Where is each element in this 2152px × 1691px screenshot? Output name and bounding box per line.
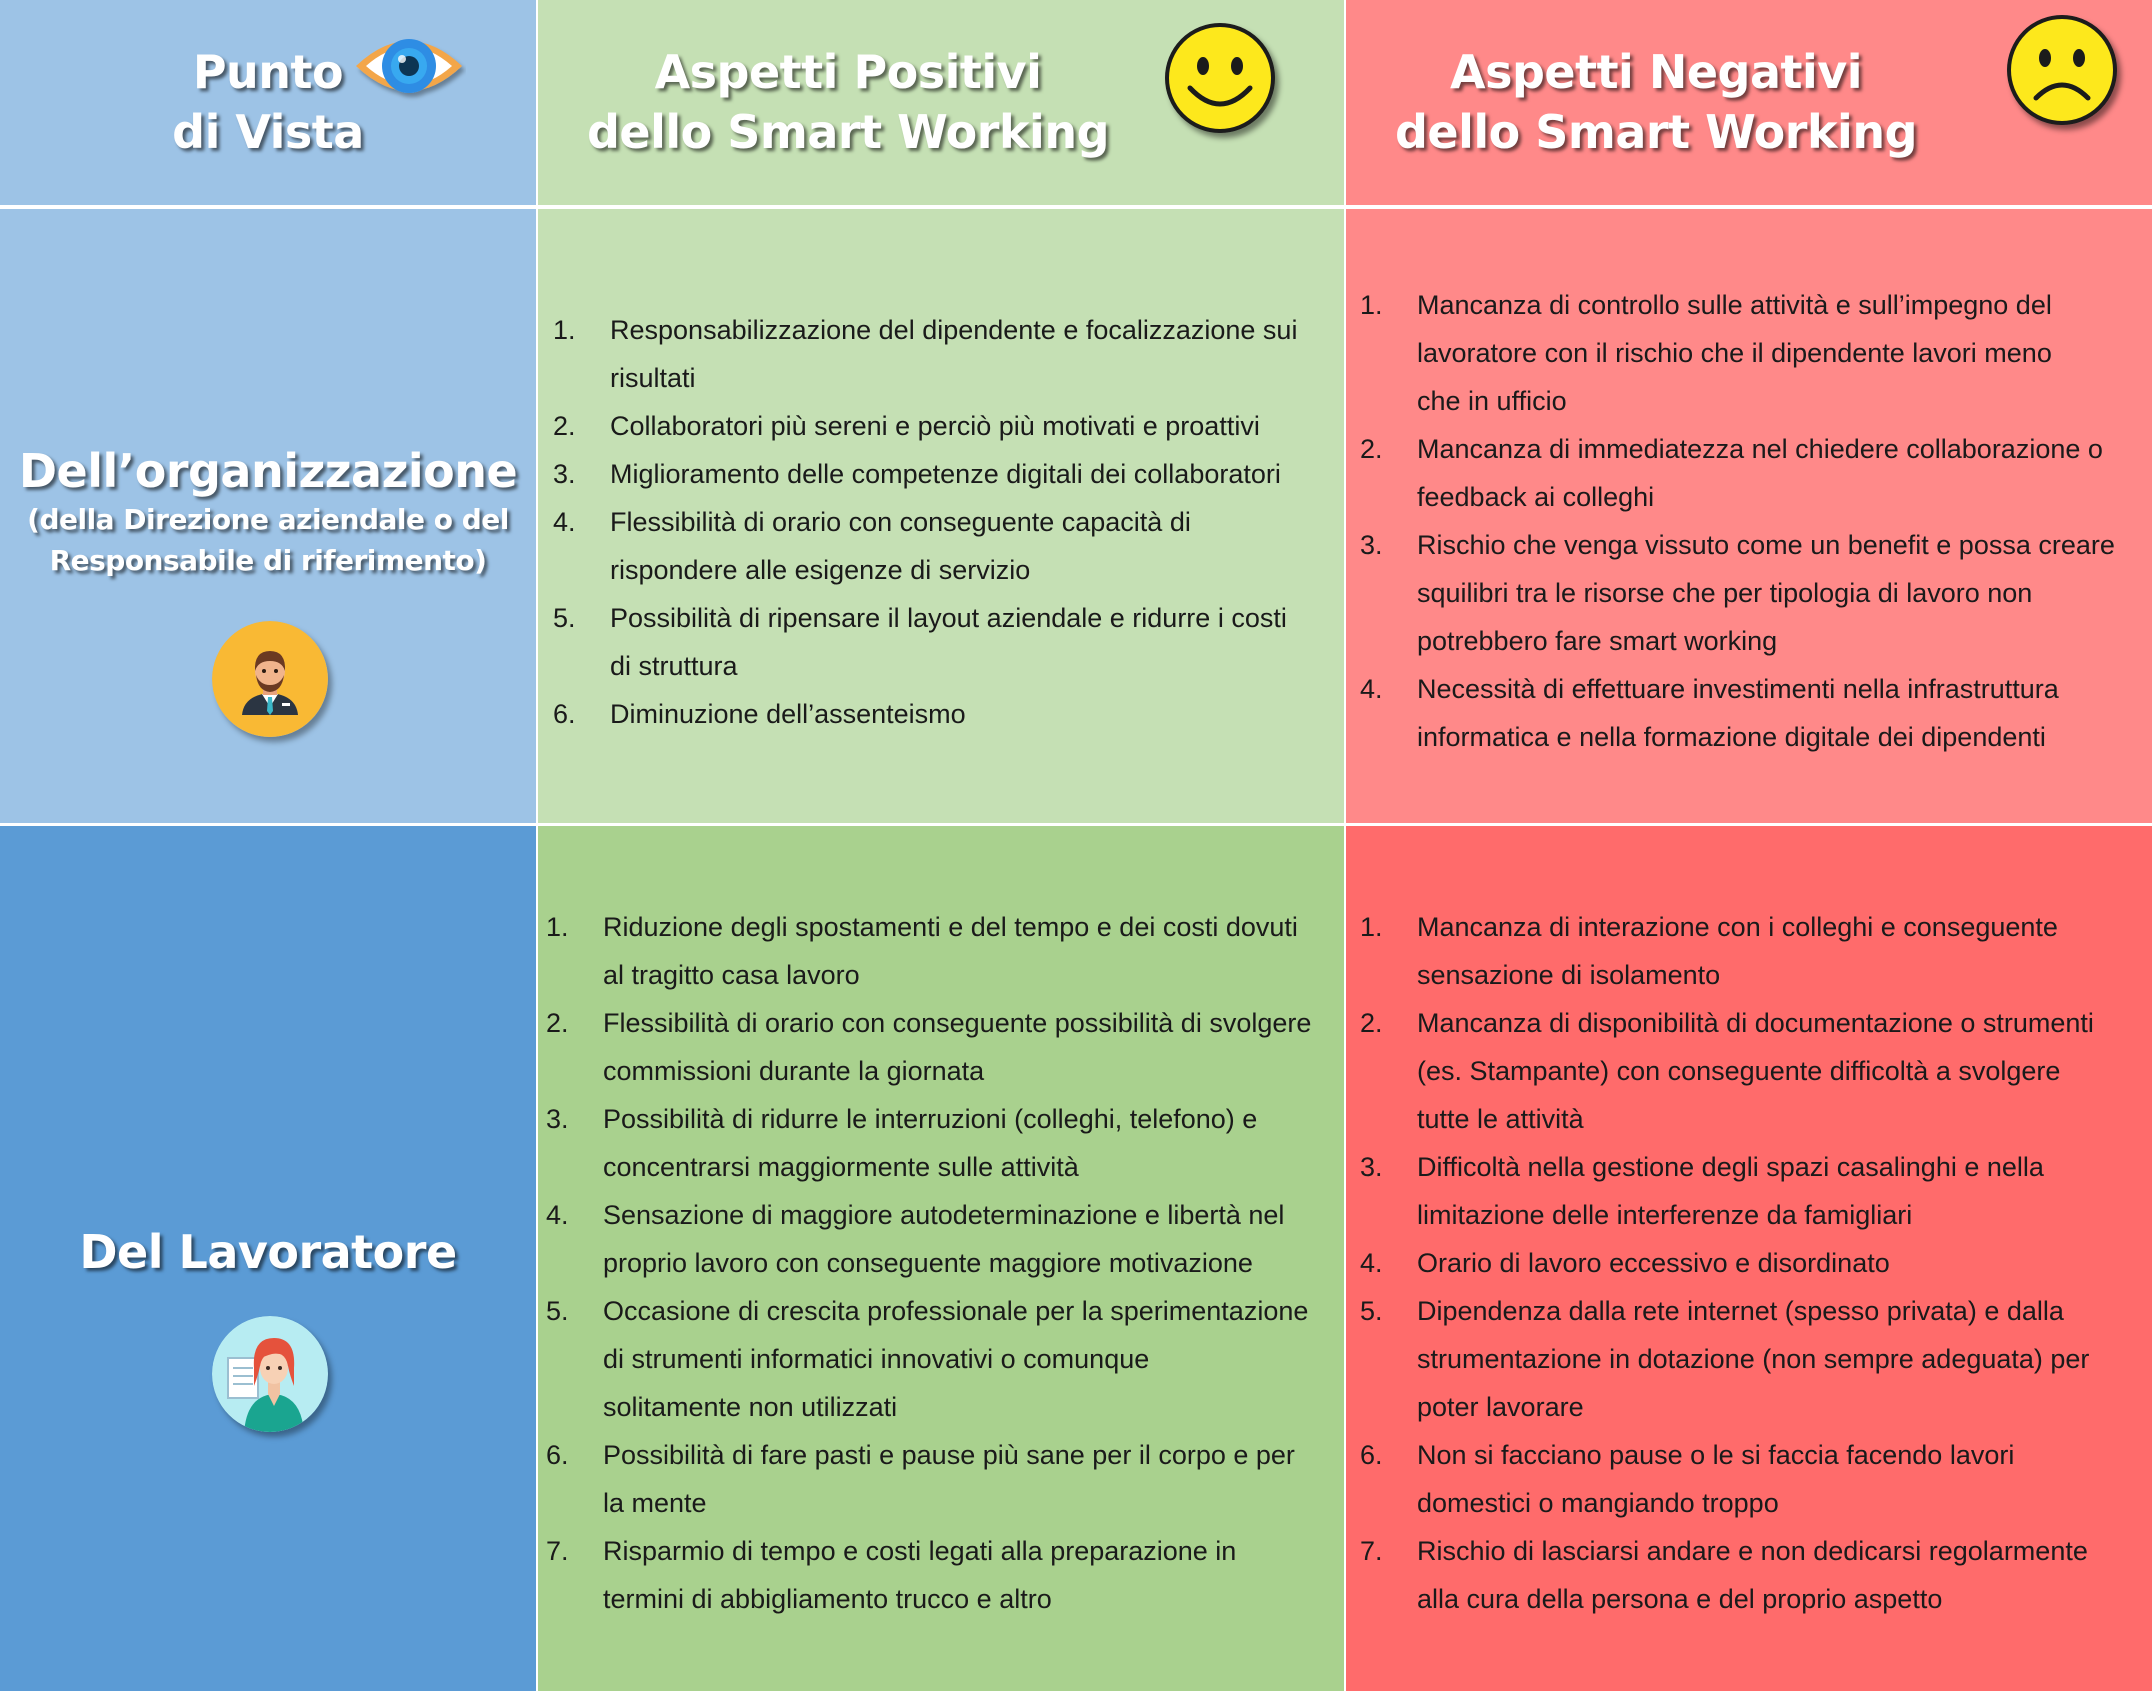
list-item-text: alla cura della persona e del proprio aspetto xyxy=(1417,1584,1943,1614)
list-item-number: 3. xyxy=(1360,530,1383,560)
list-item-number: 4. xyxy=(1360,674,1383,704)
list-item-number: 1. xyxy=(1360,912,1383,942)
list-item-text: la mente xyxy=(603,1488,707,1518)
list-item-text: limitazione delle interferenze da famigliari xyxy=(1417,1200,1913,1230)
header-positive-line1: Aspetti Positivi xyxy=(654,45,1042,99)
list-item-text: Orario di lavoro eccessivo e disordinato xyxy=(1417,1248,1890,1278)
list-item-number: 6. xyxy=(553,699,576,729)
worker-title-main: Del Lavoratore xyxy=(79,1225,457,1279)
list-item-text: tutte le attività xyxy=(1417,1104,1584,1134)
list-item-text: Sensazione di maggiore autodeterminazione e libertà nel xyxy=(603,1200,1285,1230)
list-item-number: 3. xyxy=(553,459,576,489)
list-item-number: 2. xyxy=(546,1008,569,1038)
list-item-number: 6. xyxy=(1360,1440,1383,1470)
list-item-text: proprio lavoro con conseguente maggiore motivazione xyxy=(603,1248,1253,1278)
list-item-text: Possibilità di fare pasti e pause più sane per il corpo e per xyxy=(603,1440,1295,1470)
list-item-text: Risparmio di tempo e costi legati alla preparazione in xyxy=(603,1536,1237,1566)
list-item-number: 2. xyxy=(553,411,576,441)
list-item-text: solitamente non utilizzati xyxy=(603,1392,898,1422)
header-positive-cell xyxy=(538,0,1344,205)
list-item-number: 1. xyxy=(1360,290,1383,320)
worker-positive-cell xyxy=(538,826,1344,1691)
list-item xyxy=(553,450,1343,498)
list-item xyxy=(546,1431,1342,1527)
list-item xyxy=(1360,1287,2150,1431)
list-item xyxy=(546,1095,1342,1191)
list-item-text: (es. Stampante) con conseguente difficoltà a svolgere xyxy=(1417,1056,2061,1086)
list-item-text: di strumenti informatici innovativi o comunque xyxy=(603,1344,1150,1374)
worker-positive-list xyxy=(546,903,1342,1623)
list-item xyxy=(1360,1431,2150,1527)
list-item-text: rispondere alle esigenze di servizio xyxy=(610,555,1031,585)
list-item-text: termini di abbigliamento trucco e altro xyxy=(603,1584,1052,1614)
list-item xyxy=(1360,999,2150,1143)
organization-viewpoint-cell xyxy=(0,209,536,823)
list-item-number: 4. xyxy=(553,507,576,537)
list-item xyxy=(546,903,1342,999)
organization-subtitle-line1: (della Direzione aziendale o del xyxy=(27,503,509,536)
organization-positive-list xyxy=(553,306,1343,738)
list-item xyxy=(1360,903,2150,999)
list-item-text: Possibilità di ridurre le interruzioni (colleghi, telefono) e xyxy=(603,1104,1258,1134)
list-item-number: 7. xyxy=(1360,1536,1383,1566)
organization-negative-list xyxy=(1360,281,2150,761)
list-item-text: domestici o mangiando troppo xyxy=(1417,1488,1779,1518)
list-item-number: 5. xyxy=(546,1296,569,1326)
list-item-text: al tragitto casa lavoro xyxy=(603,960,860,990)
header-negative-cell xyxy=(1346,0,2152,205)
list-item-number: 1. xyxy=(553,315,576,345)
list-item xyxy=(1360,281,2150,425)
list-item-text: Dipendenza dalla rete internet (spesso privata) e dalla xyxy=(1417,1296,2064,1326)
list-item-number: 3. xyxy=(1360,1152,1383,1182)
list-item-text: lavoratore con il rischio che il dipendente lavori meno xyxy=(1417,338,2052,368)
list-item-number: 3. xyxy=(546,1104,569,1134)
list-item-text: sensazione di isolamento xyxy=(1417,960,1721,990)
list-item-text: feedback ai colleghi xyxy=(1417,482,1655,512)
list-item-text: che in ufficio xyxy=(1417,386,1567,416)
manager-avatar-icon xyxy=(212,621,328,737)
worker-avatar-icon xyxy=(212,1316,328,1432)
worker-title xyxy=(0,1224,536,1280)
list-item-text: poter lavorare xyxy=(1417,1392,1584,1422)
sad-face-icon xyxy=(2004,12,2130,138)
organization-positive-cell xyxy=(538,209,1344,823)
list-item-text: Diminuzione dell’assenteismo xyxy=(610,699,966,729)
header-negative-title xyxy=(1376,42,1936,162)
list-item-text: Rischio che venga vissuto come un benefit e possa creare xyxy=(1417,530,2115,560)
list-item-text: commissioni durante la giornata xyxy=(603,1056,985,1086)
list-item-text: Mancanza di interazione con i colleghi e conseguente xyxy=(1417,912,2058,942)
list-item-number: 7. xyxy=(546,1536,569,1566)
list-item-number: 5. xyxy=(1360,1296,1383,1326)
list-item xyxy=(553,594,1343,690)
eye-icon xyxy=(352,24,466,112)
list-item-text: Mancanza di controllo sulle attività e sull’impegno del xyxy=(1417,290,2052,320)
list-item-text: risultati xyxy=(610,363,696,393)
header-negative-line2: dello Smart Working xyxy=(1395,105,1917,159)
list-item xyxy=(553,402,1343,450)
list-item-text: Difficoltà nella gestione degli spazi casalinghi e nella xyxy=(1417,1152,2044,1182)
list-item xyxy=(1360,1143,2150,1239)
header-viewpoint-line2: di Vista xyxy=(172,105,364,159)
list-item-text: Mancanza di immediatezza nel chiedere collaborazione o xyxy=(1417,434,2103,464)
list-item xyxy=(546,1191,1342,1287)
list-item xyxy=(546,999,1342,1095)
list-item-number: 4. xyxy=(546,1200,569,1230)
list-item-text: di struttura xyxy=(610,651,738,681)
organization-negative-cell xyxy=(1346,209,2152,823)
worker-negative-cell xyxy=(1346,826,2152,1691)
list-item xyxy=(553,498,1343,594)
header-positive-line2: dello Smart Working xyxy=(587,105,1109,159)
list-item xyxy=(546,1527,1342,1623)
list-item-number: 5. xyxy=(553,603,576,633)
list-item xyxy=(1360,521,2150,665)
list-item-text: Non si facciano pause o le si faccia facendo lavori xyxy=(1417,1440,2015,1470)
organization-subtitle-line2: Responsabile di riferimento) xyxy=(49,544,487,577)
list-item-text: Possibilità di ripensare il layout aziendale e ridurre i costi xyxy=(610,603,1287,633)
list-item-text: Mancanza di disponibilità di documentazione o strumenti xyxy=(1417,1008,2094,1038)
header-positive-title xyxy=(568,42,1128,162)
list-item-text: informatica e nella formazione digitale dei dipendenti xyxy=(1417,722,2046,752)
list-item xyxy=(553,306,1343,402)
happy-face-icon xyxy=(1162,20,1288,146)
list-item-text: Riduzione degli spostamenti e del tempo e dei costi dovuti xyxy=(603,912,1298,942)
list-item xyxy=(1360,425,2150,521)
list-item-text: Flessibilità di orario con conseguente possibilità di svolgere xyxy=(603,1008,1312,1038)
list-item-number: 2. xyxy=(1360,434,1383,464)
organization-title-main: Dell’organizzazione xyxy=(18,444,518,498)
list-item-text: Flessibilità di orario con conseguente capacità di xyxy=(610,507,1191,537)
list-item xyxy=(553,690,1343,738)
list-item xyxy=(1360,665,2150,761)
list-item-text: potrebbero fare smart working xyxy=(1417,626,1778,656)
header-negative-line1: Aspetti Negativi xyxy=(1449,45,1863,99)
list-item-text: Miglioramento delle competenze digitali dei collaboratori xyxy=(610,459,1281,489)
list-item-text: Rischio di lasciarsi andare e non dedicarsi regolarmente xyxy=(1417,1536,2088,1566)
worker-negative-list xyxy=(1360,903,2150,1623)
list-item-number: 6. xyxy=(546,1440,569,1470)
list-item-text: squilibri tra le risorse che per tipologia di lavoro non xyxy=(1417,578,2033,608)
organization-title xyxy=(0,443,536,581)
list-item-number: 2. xyxy=(1360,1008,1383,1038)
list-item-text: Responsabilizzazione del dipendente e focalizzazione sui xyxy=(610,315,1298,345)
list-item-number: 1. xyxy=(546,912,569,942)
list-item-text: Necessità di effettuare investimenti nella infrastruttura xyxy=(1417,674,2059,704)
list-item-text: concentrarsi maggiormente sulle attività xyxy=(603,1152,1079,1182)
list-item xyxy=(1360,1527,2150,1623)
list-item-text: Collaboratori più sereni e perciò più motivati e proattivi xyxy=(610,411,1260,441)
list-item-number: 4. xyxy=(1360,1248,1383,1278)
list-item-text: strumentazione in dotazione (non sempre adeguata) per xyxy=(1417,1344,2090,1374)
list-item xyxy=(1360,1239,2150,1287)
list-item-text: Occasione di crescita professionale per la sperimentazione xyxy=(603,1296,1309,1326)
list-item xyxy=(546,1287,1342,1431)
worker-viewpoint-cell xyxy=(0,826,536,1691)
header-viewpoint-line1: Punto xyxy=(192,45,344,99)
header-viewpoint-cell xyxy=(0,0,536,205)
